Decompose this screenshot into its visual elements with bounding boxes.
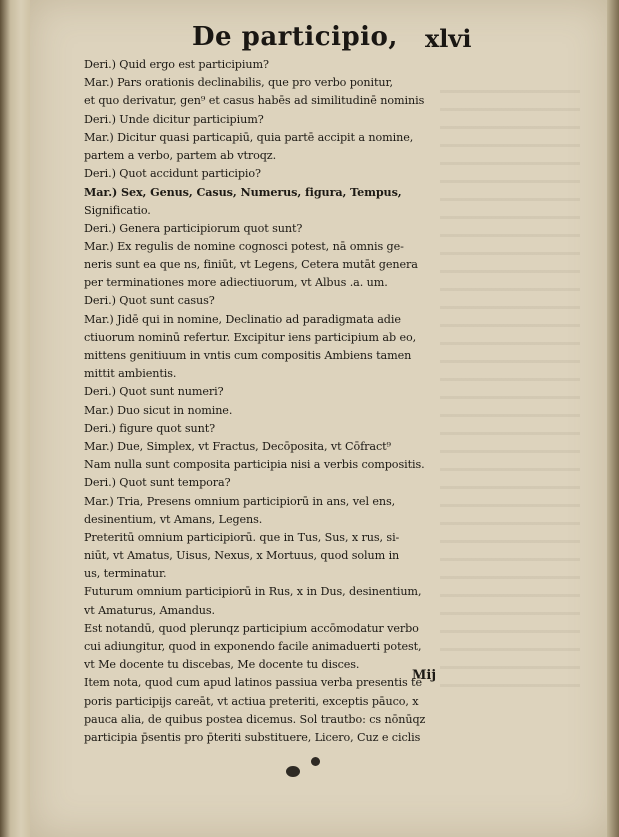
- book-gutter: [0, 0, 31, 837]
- text-line: Significatio.: [84, 203, 151, 217]
- text-line: desinentium, vt Amans, Legens.: [84, 512, 263, 526]
- text-line: Mar.) Sex, Genus, Casus, Numerus, figura, Tempus,: [84, 185, 402, 200]
- text-line: Deri.) figure quot sunt?: [84, 421, 216, 435]
- text-line: vt Me docente tu discebas, Me docente tu disces.: [84, 658, 360, 672]
- text-line: Deri.) Quot sunt casus?: [84, 294, 215, 308]
- text-line: vt Amaturus, Amandus.: [84, 603, 215, 617]
- text-line: ctiuorum nominū refertur. Excipitur iens participium ab eo,: [84, 330, 417, 344]
- text-line: Mar.) Pars orationis declinabilis, que pro verbo ponitur,: [84, 76, 393, 90]
- text-line: per terminationes more adiectiuorum, vt Albus .a. um.: [84, 276, 388, 290]
- running-head: De participio,: [192, 22, 398, 52]
- text-line: Deri.) Quot accidunt participio?: [84, 167, 261, 181]
- text-line: Deri.) Quid ergo est participium?: [84, 58, 269, 71]
- text-line: Futurum omnium participiorū in Rus, x in Dus, desinentium,: [84, 585, 422, 599]
- text-line: neris sunt ea que ns, finiūt, vt Legens, Cetera mutāt genera: [84, 258, 418, 272]
- text-line: mittit ambientis.: [84, 367, 177, 381]
- text-line: niūt, vt Amatus, Uisus, Nexus, x Mortuus, quod solum in: [84, 549, 400, 563]
- body-text: [84, 56, 464, 747]
- text-line: Mar.) Jidē qui in nomine, Declinatio ad paradigmata adie: [84, 312, 401, 326]
- text-line: poris participijs careāt, vt actiua preteriti, exceptis pāuco, x: [84, 694, 419, 708]
- text-line: mittens genitiuum in vntis cum compositis Ambiens tamen: [84, 349, 412, 362]
- text-line: Deri.) Quot sunt tempora?: [84, 476, 231, 490]
- text-line: us, terminatur.: [84, 567, 167, 581]
- text-line: Nam nulla sunt composita participia nisi a verbis compositis.: [84, 458, 425, 472]
- text-line: Deri.) Unde dicitur participium?: [84, 112, 264, 126]
- text-line: et quo derivatur, gen⁹ et casus habēs ad similitudinē nominis: [84, 94, 425, 108]
- page-header: [150, 22, 480, 56]
- text-line: partem a verbo, partem ab vtroqz.: [84, 148, 277, 162]
- text-line: participia p̄sentis pro p̄teriti substituere, Licero, Cuz e ciclis: [84, 730, 421, 744]
- text-line: Mar.) Tria, Presens omnium participiorū in ans, vel ens,: [84, 494, 396, 508]
- text-line: cui adiungitur, quod in exponendo facile animaduerti potest,: [84, 640, 422, 653]
- text-line: pauca alia, de quibus postea dicemus. Sol trautbo: cs nōnūqz: [84, 712, 426, 726]
- ink-blot: [311, 757, 320, 766]
- text-line: Item nota, quod cum apud latinos passiua verba presentis tē: [84, 676, 422, 690]
- text-line: Deri.) Genera participiorum quot sunt?: [84, 221, 303, 235]
- text-line: Preteritū omnium participiorū. que in Tus, Sus, x rus, si-: [84, 530, 400, 544]
- text-line: Mar.) Ex regulis de nomine cognosci potest, nā omnis ge-: [84, 239, 404, 253]
- folio-number: xlvi: [425, 24, 472, 53]
- signature-mark: Mij: [412, 668, 437, 683]
- page-edge: [607, 0, 619, 837]
- text-line: Mar.) Dicitur quasi particapiū, quia partē accipit a nomine,: [84, 130, 414, 144]
- ink-blot: [286, 766, 300, 777]
- text-line: Mar.) Due, Simplex, vt Fractus, Decōposita, vt Cōfract⁹: [84, 439, 391, 453]
- text-line: Deri.) Quot sunt numeri?: [84, 385, 224, 399]
- text-line: Est notandū, quod plerunqz participium accōmodatur verbo: [84, 621, 419, 635]
- text-line: Mar.) Duo sicut in nomine.: [84, 403, 233, 417]
